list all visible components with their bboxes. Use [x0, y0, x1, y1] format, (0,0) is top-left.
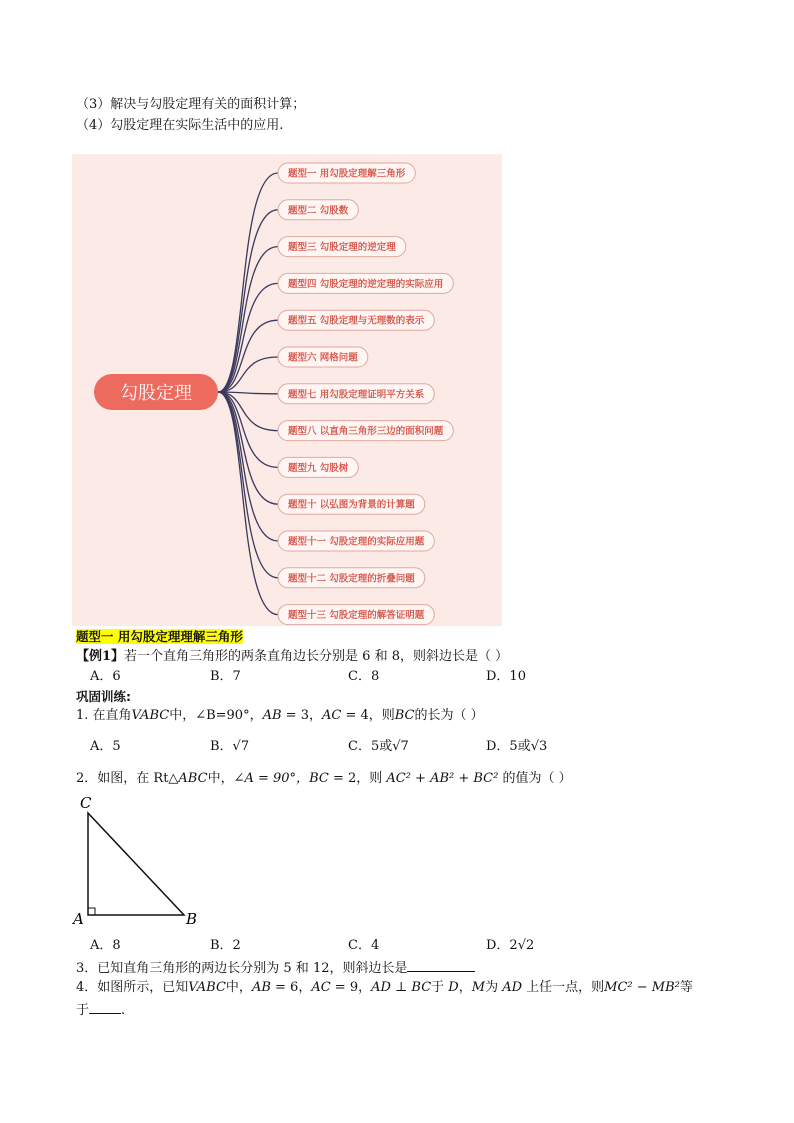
- option-b: B．7: [210, 669, 241, 684]
- mindmap-node-label: 题型六 网格问题: [288, 352, 358, 364]
- q2-mid: 中，: [207, 771, 234, 786]
- q2-option-d: D．2√2: [486, 938, 535, 953]
- q1-ab-val: = 3，: [281, 708, 322, 723]
- mindmap-node-12: [278, 568, 425, 588]
- vertex-b-label: B: [186, 910, 198, 928]
- mindmap-node-label: 题型九 勾股树: [288, 462, 349, 474]
- q1-mid: 中，∠B=90°，: [169, 708, 263, 723]
- mindmap-node-4: [278, 273, 453, 293]
- section-heading-text: 题型一 用勾股定理理解三角形: [76, 629, 243, 644]
- right-angle-mark: [88, 908, 95, 915]
- q2-option-b: B．2: [210, 938, 241, 953]
- q4-mid2: 于: [431, 980, 449, 995]
- mindmap-svg: [72, 154, 502, 626]
- q1-triangle: VABC: [131, 708, 170, 723]
- q2-option-a: A．8: [90, 938, 121, 953]
- q4-ac: AC: [311, 980, 331, 995]
- question-2: [76, 770, 572, 788]
- q1-pre: 1. 在直角: [76, 708, 132, 723]
- q3-text: 3．已知直角三角形的两边长分别为 5 和 12，则斜边长是: [76, 961, 408, 976]
- mindmap-node-6: [278, 347, 368, 367]
- mindmap-center-node: [94, 374, 218, 410]
- q2-triangle: ABC: [178, 771, 208, 786]
- mindmap-node-5: [278, 310, 434, 330]
- practice-title: 巩固训练:: [76, 689, 131, 704]
- example-options: [90, 668, 650, 686]
- question-1: [76, 707, 484, 725]
- q1-post: 的长为（ ）: [414, 708, 484, 723]
- q4-ad: AD: [502, 980, 523, 995]
- q4-mid4: 为: [485, 980, 503, 995]
- mindmap-node-label: 题型四 勾股定理的逆定理的实际应用: [288, 278, 444, 290]
- q4-m: M: [471, 980, 486, 995]
- mindmap-node-2: [278, 200, 358, 220]
- q4-expression: MC² − MB²: [604, 980, 680, 995]
- mindmap-node-1: [278, 163, 415, 183]
- q4-line2-pre: 于: [76, 1003, 90, 1018]
- q1-option-d: D．5或√3: [486, 739, 548, 754]
- q4-post: 等: [679, 980, 693, 995]
- q4-line2-post: .: [121, 1003, 126, 1018]
- q2-post: 的值为（ ）: [498, 771, 572, 786]
- vertex-c-label: C: [80, 794, 92, 812]
- triangle-figure: [68, 792, 208, 932]
- intro-item-4: （4）勾股定理在实际生活中的应用.: [76, 118, 284, 133]
- mindmap-node-label: 题型二 勾股数: [288, 205, 349, 217]
- q2-pre: 2．如图，在 Rt△: [76, 771, 179, 786]
- q4-ac-val: = 9，: [330, 980, 372, 995]
- mindmap-node-label: 题型十三 勾股定理的解答证明题: [288, 610, 425, 622]
- mindmap-node-7: [278, 384, 434, 404]
- q2-bc-val: = 2，则: [328, 771, 387, 786]
- q4-ab-val: = 6，: [270, 980, 312, 995]
- option-d: D．10: [486, 669, 526, 684]
- example-text: 若一个直角三角形的两条直角边长分别是 6 和 8，则斜边长是（ ）: [124, 649, 509, 664]
- mindmap-node-label: 题型十 以弘图为背景的计算题: [288, 499, 415, 511]
- q3-answer-blank[interactable]: [407, 958, 475, 972]
- mindmap-node-11: [278, 531, 434, 551]
- mindmap-node-9: [278, 457, 358, 477]
- q1-options: [90, 738, 650, 756]
- q1-bc: BC: [394, 708, 415, 723]
- q1-ac-val: = 4，则: [341, 708, 395, 723]
- vertex-a-label: A: [73, 910, 84, 928]
- mindmap-node-label: 题型十一 勾股定理的实际应用题: [288, 536, 425, 548]
- mindmap-node-3: [278, 237, 406, 257]
- q4-pre: 4．如图所示，已知: [76, 980, 189, 995]
- q4-ab: AB: [251, 980, 271, 995]
- q4-answer-blank[interactable]: [89, 1000, 121, 1014]
- mindmap-node-13: [278, 605, 434, 625]
- option-c: C．8: [348, 669, 380, 684]
- triangle-shape: [88, 813, 184, 915]
- question-4-line-2: [76, 1000, 125, 1020]
- q1-ab: AB: [262, 708, 282, 723]
- mindmap-node-label: 题型五 勾股定理与无理数的表示: [288, 315, 425, 327]
- q4-perpendicular: AD ⊥ BC: [371, 980, 432, 995]
- mindmap-node-label: 题型八 以直角三角形三边的面积问题: [288, 426, 444, 438]
- q2-angle: ∠A = 90°，: [233, 771, 310, 786]
- q1-option-b: B．√7: [210, 739, 250, 754]
- q4-d: D: [448, 980, 459, 995]
- q1-option-c: C．5或√7: [348, 739, 409, 754]
- question-3: [76, 958, 475, 978]
- q4-mid: 中，: [225, 980, 252, 995]
- mindmap-node-label: 题型七 用勾股定理证明平方关系: [288, 389, 425, 401]
- example-1: [76, 648, 508, 666]
- option-a: A．6: [90, 669, 121, 684]
- q1-option-a: A．5: [90, 739, 121, 754]
- question-4-line-1: [76, 979, 693, 997]
- mindmap-node-label: 题型三 勾股定理的逆定理: [288, 242, 396, 254]
- q1-ac: AC: [321, 708, 342, 723]
- q2-bc: BC: [309, 771, 329, 786]
- mindmap-node-8: [278, 421, 453, 441]
- q2-expression: AC² + AB² + BC²: [386, 771, 499, 786]
- q4-mid3: ，: [458, 980, 472, 995]
- q2-option-c: C．4: [348, 938, 380, 953]
- example-tag: 【例1】: [76, 649, 125, 664]
- mindmap-center-label: 勾股定理: [120, 383, 192, 404]
- q2-options: [90, 937, 650, 955]
- section-heading: [76, 628, 243, 647]
- q4-triangle: VABC: [188, 980, 226, 995]
- mindmap-figure: [72, 154, 502, 626]
- intro-item-3: （3）解决与勾股定理有关的面积计算；: [76, 97, 306, 112]
- q4-mid5: 上任一点，则: [522, 980, 605, 995]
- mindmap-node-10: [278, 494, 425, 514]
- mindmap-node-label: 题型一 用勾股定理解三角形: [288, 168, 406, 180]
- mindmap-node-label: 题型十二 勾股定理的折叠问题: [288, 573, 415, 585]
